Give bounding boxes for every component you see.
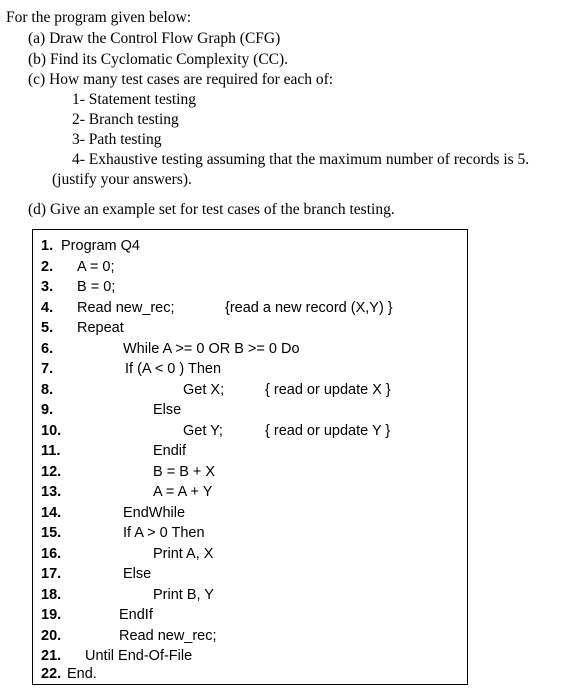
- code-text: If A > 0 Then: [123, 525, 205, 541]
- code-text: While A >= 0 OR B >= 0 Do: [123, 340, 300, 357]
- question-c-2: 2- Branch testing: [72, 111, 179, 128]
- code-comment: {read a new record (X,Y) }: [225, 299, 393, 316]
- code-text: End.: [67, 666, 97, 682]
- code-text: Read new_rec;: [77, 299, 175, 316]
- question-c: (c) How many test cases are required for each of:: [28, 71, 334, 88]
- line-number: 7.: [41, 361, 54, 377]
- code-comment: { read or update X }: [265, 381, 391, 398]
- code-text: EndIf: [119, 607, 153, 623]
- line-number: 2.: [41, 258, 54, 275]
- line-number: 5.: [41, 320, 54, 336]
- code-text: Repeat: [77, 320, 124, 336]
- code-text: Get Y;: [183, 422, 223, 439]
- code-text: B = 0;: [77, 279, 116, 295]
- line-number: 21.: [41, 648, 62, 664]
- question-c-3: 3- Path testing: [72, 131, 162, 148]
- code-text: B = B + X: [153, 463, 216, 480]
- intro-line: For the program given below:: [6, 9, 192, 26]
- code-text: If (A < 0 ) Then: [125, 361, 222, 377]
- line-number: 9.: [41, 402, 54, 418]
- line-number: 15.: [41, 525, 62, 541]
- question-c-4: 4- Exhaustive testing assuming that the maximum number of records is 5.: [72, 151, 530, 168]
- code-comment: { read or update Y }: [265, 422, 391, 439]
- code-text: A = 0;: [77, 258, 115, 275]
- line-number: 3.: [41, 279, 54, 295]
- line-number: 19.: [41, 607, 62, 623]
- line-number: 17.: [41, 566, 62, 582]
- line-number: 16.: [41, 545, 62, 562]
- line-number: 12.: [41, 463, 62, 480]
- code-text: Else: [153, 402, 182, 418]
- line-number: 18.: [41, 586, 62, 603]
- question-c-1: 1- Statement testing: [72, 91, 196, 108]
- line-number: 10.: [41, 422, 62, 439]
- justify-line: (justify your answers).: [52, 171, 192, 188]
- code-text: Print A, X: [153, 545, 214, 562]
- line-number: 20.: [41, 627, 62, 644]
- line-number: 8.: [41, 381, 54, 398]
- code-text: EndWhile: [123, 504, 186, 521]
- code-text: A = A + Y: [153, 484, 213, 500]
- code-text: Else: [123, 566, 152, 582]
- line-number: 13.: [41, 484, 62, 500]
- code-text: Read new_rec;: [119, 627, 217, 644]
- line-number: 1.: [41, 238, 54, 254]
- code-text: Program Q4: [61, 238, 140, 254]
- code-text: Endif: [153, 443, 187, 459]
- line-number: 11.: [41, 443, 61, 459]
- line-number: 22.: [41, 666, 62, 682]
- question-b: (b) Find its Cyclomatic Complexity (CC).: [28, 51, 289, 68]
- code-listing: [32, 229, 468, 685]
- line-number: 14.: [41, 504, 62, 521]
- code-text: Until End-Of-File: [85, 648, 193, 664]
- line-number: 4.: [41, 299, 54, 316]
- code-text: Get X;: [183, 381, 225, 398]
- question-a: (a) Draw the Control Flow Graph (CFG): [28, 30, 281, 47]
- line-number: 6.: [41, 340, 54, 357]
- code-text: Print B, Y: [153, 586, 214, 603]
- question-d: (d) Give an example set for test cases of the branch testing.: [28, 201, 395, 218]
